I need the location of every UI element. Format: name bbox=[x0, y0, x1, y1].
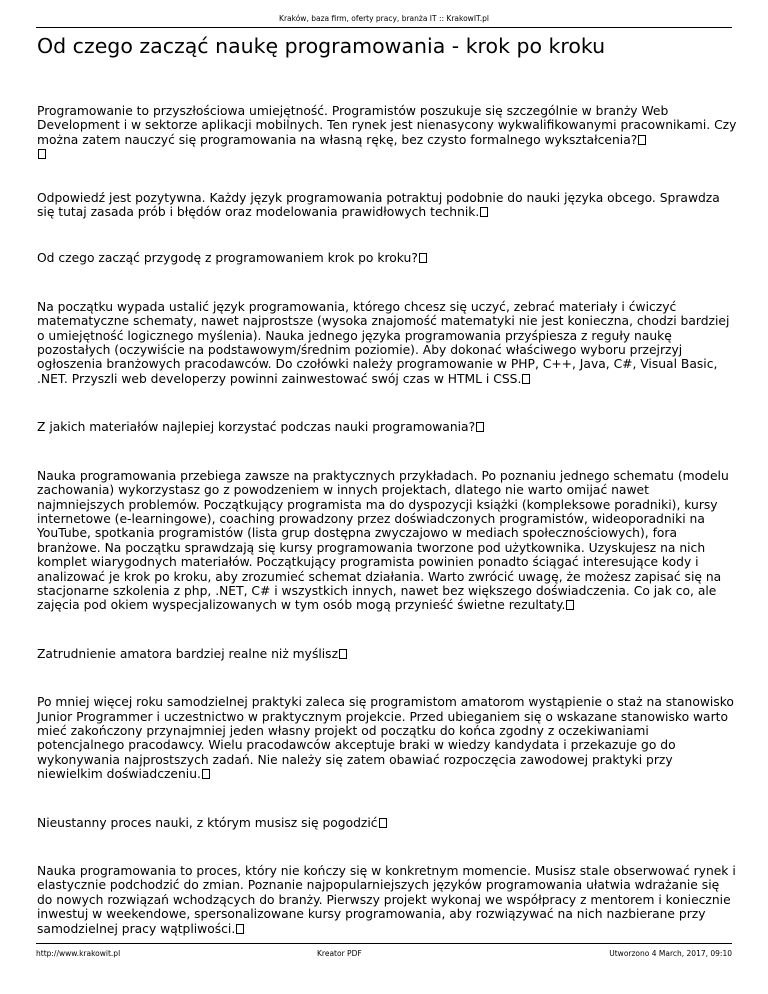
missing-glyph-box bbox=[522, 374, 530, 384]
footer-created-date: Utworzono 4 March, 2017, 09:10 bbox=[609, 949, 732, 958]
missing-glyph-box bbox=[419, 253, 427, 263]
missing-glyph-box bbox=[566, 600, 574, 610]
missing-glyph-box bbox=[202, 769, 210, 779]
section-paragraph: Po mniej więcej roku samodzielnej praktyki zaleca się programistom amatorom wystąpienie o staż na stanowisko Junior Programmer i uczestnictwo w praktycznym projekcie. Przed ubieganiem się o wskazane stanowisko warto mieć zakończony przynajmniej jeden własny projekt od początku do końca zgodny z oczekiwaniami potencjalnego pracodawcy. Wielu pracodawców akceptuje braki w wiedzy kandydata i przekazuje go do wykonywania najprostszych zadań. Nie należy się zatem obawiać rozpoczęcia zawodowej praktyki przy niewielkim doświadczeniu. bbox=[37, 695, 734, 782]
section-heading: Nieustanny proces nauki, z którym musisz się pogodzić bbox=[37, 816, 737, 830]
footer-url: http://www.krakowit.pl bbox=[36, 949, 121, 958]
section-heading: Z jakich materiałów najlepiej korzystać podczas nauki programowania? bbox=[37, 420, 737, 434]
section-paragraph: Na początku wypada ustalić język programowania, którego chcesz się uczyć, zebrać materiały i ćwiczyć matematyczne schematy, nawet najprostsze (wysoka znajomość matematyki nie jest konieczna, chodzi bardziej o umiejętność logicznego myślenia). Nauka jednego języka programowania przyśpiesza z reguły naukę pozostałych (oczywiście na podstawowym/średnim poziomie). Aby dokonać właściwego wyboru przejrzyj ogłoszenia branżowych pracodawców. Do czołówki należy programowanie w PHP, C++, Java, C#, Visual Basic, .NET. Przyszli web developerzy powinni zainwestować swój czas w HTML i CSS. bbox=[37, 299, 730, 386]
missing-glyph-box bbox=[379, 818, 387, 828]
article-body bbox=[37, 104, 737, 936]
missing-glyph-box bbox=[339, 649, 347, 659]
page-footer bbox=[36, 949, 732, 961]
section-paragraph: Nauka programowania przebiega zawsze na praktycznych przykładach. Po poznaniu jednego schematu (modelu zachowania) wykorzystasz go z powodzeniem w innych projektach, dlatego nie warto omijać nawet najmniejszych problemów. Początkujący programista ma do dyspozycji książki (kompleksowe poradniki), kursy internetowe (e-learningowe), coaching prowadzony przez doświadczonych programistów, wideoporadniki na YouTube, spotkania programistów (lista grup dostępna zwyczajowo w mediach społecznościowych), fora branżowe. Na początku sprawdzają się kursy programowania tworzone pod użytkownika. Uzyskujesz na nich komplet wiarygodnych materiałów. Początkujący programista powinien ponadto ściągać interesujące kody i analizować je krok po kroku, aby zrozumieć schemat działania. Warto zwrócić uwagę, że możesz zapisać się na stacjonarne szkolenia z php, .NET, C# i wszystkich innych, nawet bez większego doświadczenia. Co jak co, ale zajęcia pod okiem wyspecjalizowanych w tym osób mogą przynieść świetne rezultaty. bbox=[37, 468, 729, 613]
answer-paragraph: Odpowiedź jest pozytywna. Każdy język programowania potraktuj podobnie do nauki języka obcego. Sprawdza się tutaj zasada prób i błędów oraz modelowania prawidłowych technik. bbox=[37, 190, 720, 220]
header-rule bbox=[36, 27, 732, 28]
section-heading: Zatrudnienie amatora bardziej realne niż myślisz bbox=[37, 647, 737, 661]
section-paragraph: Nauka programowania to proces, który nie kończy się w konkretnym momencie. Musisz stale obserwować rynek i elastycznie podchodzić do zmian. Poznanie najpopularniejszych języków programowania ułatwia wdrażanie się do nowych rozwiązań wchodzących do branży. Pierwszy projekt wykonaj we współpracy z mentorem i koniecznie inwestuj w weekendowe, spersonalizowane kursy programowania, aby rozwiązywać na nich nazbierane przy samodzielnej pracy wątpliwości. bbox=[37, 864, 736, 936]
missing-glyph-box bbox=[236, 924, 244, 934]
running-header: Kraków, baza firm, oferty pracy, branża IT :: KrakowIT.pl bbox=[279, 14, 489, 23]
section-heading: Od czego zacząć przygodę z programowaniem krok po kroku? bbox=[37, 251, 737, 265]
footer-generator: Kreator PDF bbox=[317, 949, 362, 958]
missing-glyph-box bbox=[476, 422, 484, 432]
article-title: Od czego zacząć naukę programowania - krok po kroku bbox=[37, 34, 606, 58]
footer-rule bbox=[36, 943, 732, 944]
missing-glyph-box bbox=[638, 135, 646, 145]
missing-glyph-box bbox=[480, 207, 488, 217]
intro-paragraph: Programowanie to przyszłościowa umiejętność. Programistów poszukuje się szczególnie w branży Web Development i w sektorze aplikacji mobilnych. Ten rynek jest nienasycony wykwalifikowanymi pracownikami. Czy można zatem nauczyć się programowania na własną rękę, bez czysto formalnego wykształcenia? bbox=[37, 104, 737, 162]
missing-glyph-box bbox=[38, 149, 46, 159]
